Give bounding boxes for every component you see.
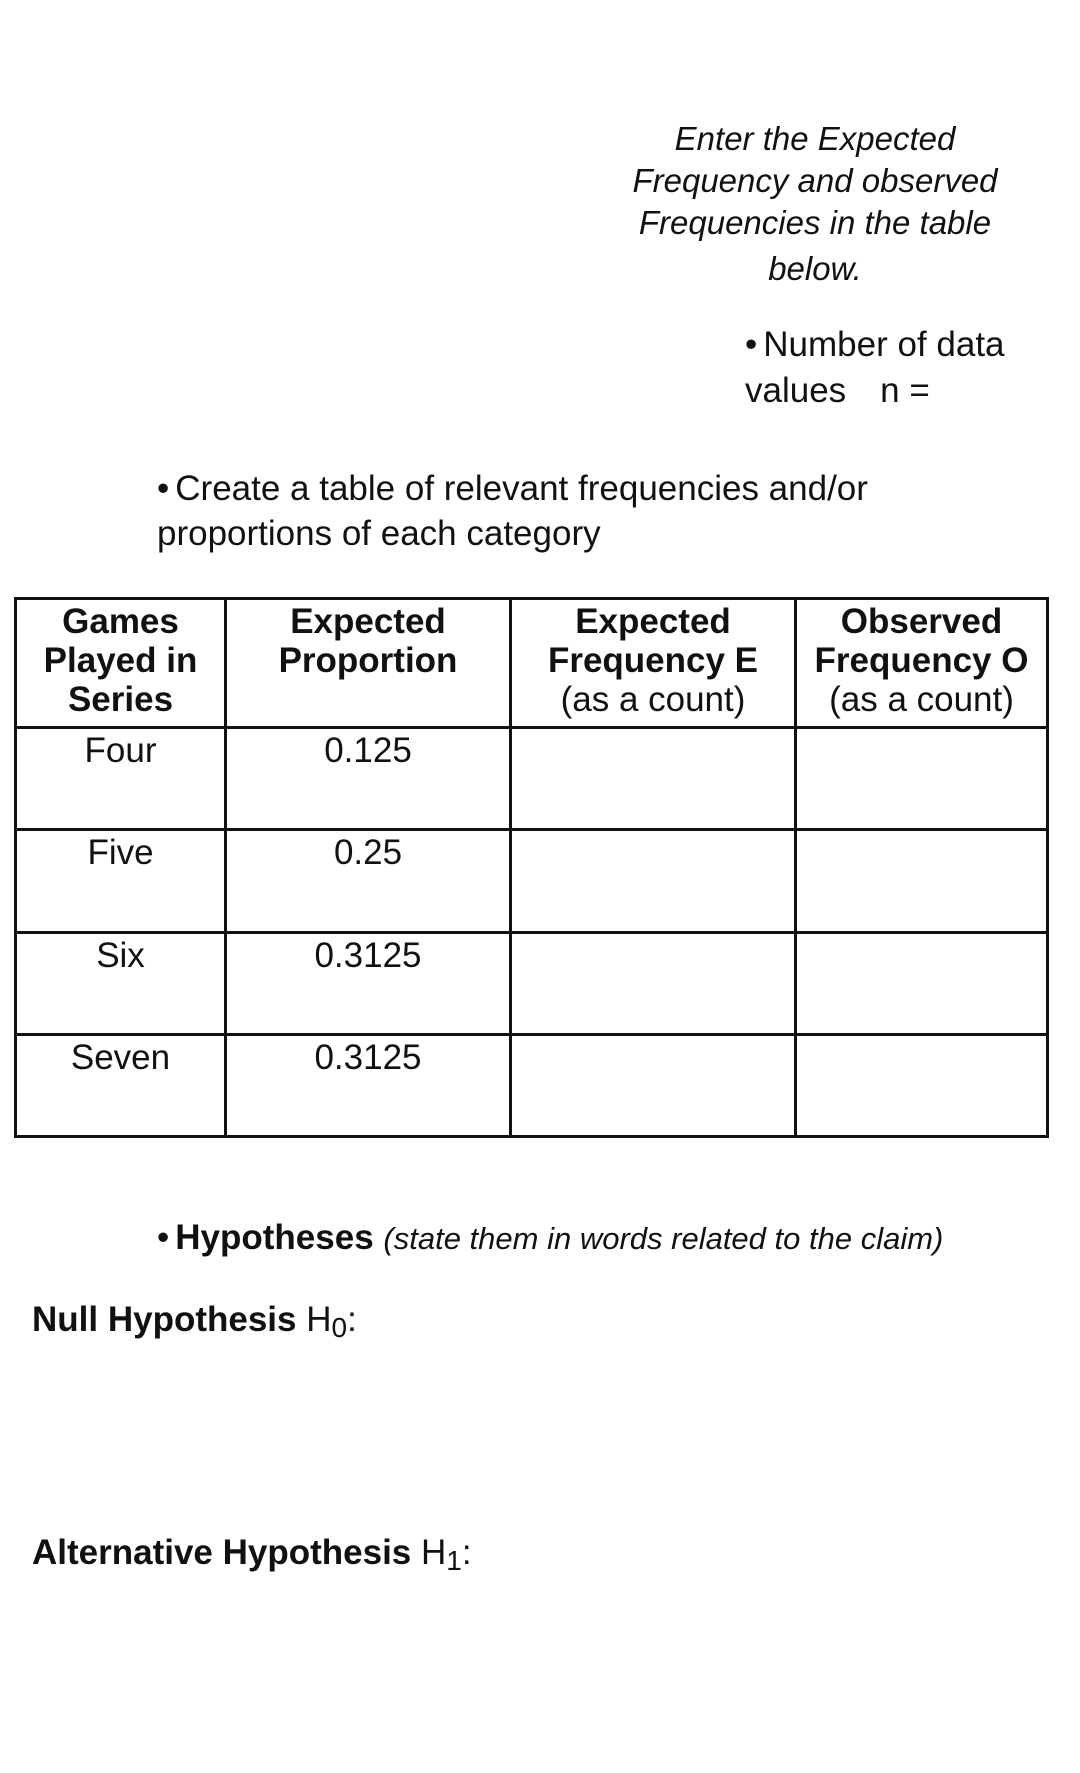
n-values-block — [745, 322, 1075, 414]
header-text: Series — [67, 680, 174, 719]
null-hypothesis-line — [32, 1298, 357, 1350]
expected-frequency-cell[interactable] — [511, 728, 796, 830]
create-table-instruction — [157, 466, 1007, 556]
games-cell: Four — [16, 728, 226, 830]
alternative-hypothesis-line — [32, 1531, 472, 1583]
colon: : — [461, 1533, 472, 1572]
table-row — [16, 1034, 1048, 1136]
hypotheses-title: Hypotheses — [175, 1218, 374, 1257]
games-cell: Six — [16, 932, 226, 1034]
header-text: Played in — [43, 641, 198, 680]
games-cell: Five — [16, 830, 226, 932]
header-text: Frequency E — [547, 641, 759, 680]
table-header-row — [16, 599, 1048, 728]
alternative-hypothesis-subscript: 1 — [446, 1545, 462, 1576]
header-text: Expected — [290, 602, 446, 641]
header-text: Observed — [840, 602, 1003, 641]
instructions-line-2: Frequency and observed — [632, 162, 998, 199]
instructions-block — [605, 118, 1025, 290]
observed-frequency-cell[interactable] — [796, 1034, 1048, 1136]
instructions-line-1: Enter the Expected — [674, 120, 956, 157]
hypotheses-heading — [157, 1216, 1057, 1261]
expected-frequency-cell[interactable] — [511, 1034, 796, 1136]
n-equals-label: n = — [880, 371, 930, 410]
null-hypothesis-subscript: 0 — [331, 1312, 348, 1343]
expected-frequency-cell[interactable] — [511, 830, 796, 932]
null-hypothesis-symbol: H — [306, 1300, 332, 1339]
header-games — [16, 599, 226, 728]
proportion-cell: 0.125 — [226, 728, 511, 830]
hypotheses-note: (state them in words related to the claim) — [383, 1221, 944, 1256]
n-values-label-2: values — [745, 371, 847, 410]
expected-frequency-cell[interactable] — [511, 932, 796, 1034]
frequency-table — [14, 597, 1049, 1138]
bullet-icon: • — [745, 325, 758, 364]
bullet-icon: • — [157, 469, 170, 508]
proportion-cell: 0.3125 — [226, 932, 511, 1034]
header-text: Proportion — [278, 641, 458, 680]
proportion-cell: 0.3125 — [226, 1034, 511, 1136]
observed-frequency-cell[interactable] — [796, 728, 1048, 830]
header-subtext: (as a count) — [560, 680, 746, 719]
header-observed-frequency — [796, 599, 1048, 728]
observed-frequency-cell[interactable] — [796, 830, 1048, 932]
alternative-hypothesis-label: Alternative Hypothesis — [32, 1533, 412, 1572]
table-row — [16, 728, 1048, 830]
header-expected-frequency — [511, 599, 796, 728]
header-text: Games — [62, 602, 179, 641]
proportion-cell: 0.25 — [226, 830, 511, 932]
observed-frequency-cell[interactable] — [796, 932, 1048, 1034]
header-text: Expected — [575, 602, 731, 641]
instructions-line-3: Frequencies in the table — [638, 204, 992, 241]
instructions-line-4: below. — [768, 250, 862, 287]
header-text: Frequency O — [814, 641, 1029, 680]
table-row — [16, 932, 1048, 1034]
table-row — [16, 830, 1048, 932]
games-cell: Seven — [16, 1034, 226, 1136]
create-table-text: Create a table of relevant frequencies and/or proportions of each category — [157, 469, 868, 553]
null-hypothesis-label: Null Hypothesis — [32, 1300, 297, 1339]
colon: : — [347, 1300, 357, 1339]
header-expected-proportion — [226, 599, 511, 728]
n-values-label-1: Number of data — [763, 325, 1005, 364]
header-subtext: (as a count) — [829, 680, 1014, 719]
bullet-icon: • — [157, 1218, 170, 1257]
alternative-hypothesis-symbol: H — [421, 1533, 447, 1572]
